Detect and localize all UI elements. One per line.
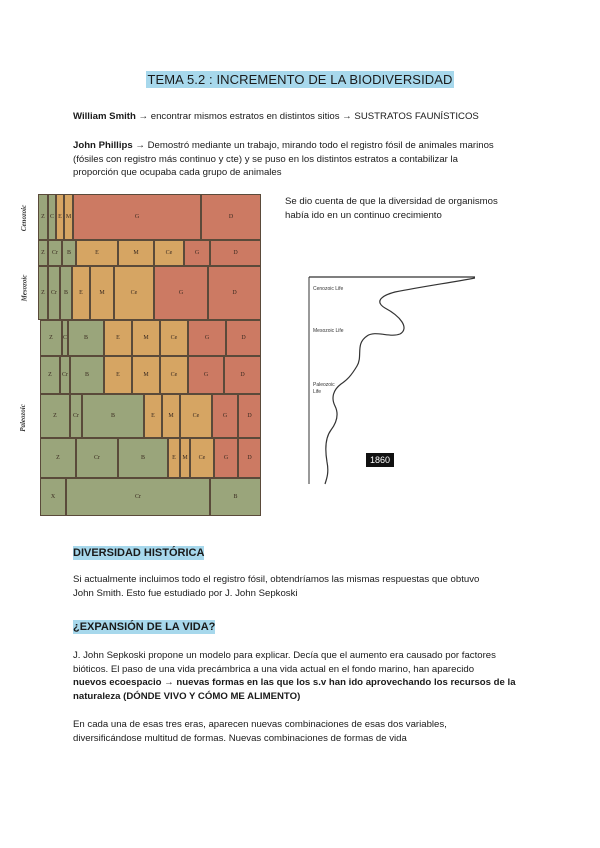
strata-cell: Ce bbox=[160, 320, 188, 356]
strata-cell: G bbox=[212, 394, 238, 438]
strata-cell: X bbox=[40, 478, 66, 516]
strata-cell: Cr bbox=[48, 266, 60, 320]
strata-cell: M bbox=[118, 240, 154, 266]
strata-cell: B bbox=[118, 438, 168, 478]
strata-cell: C bbox=[62, 320, 68, 356]
strata-cell: Z bbox=[38, 266, 48, 320]
strata-cell: D bbox=[226, 320, 261, 356]
year-badge: 1860 bbox=[366, 453, 394, 467]
strata-cell: Z bbox=[38, 194, 48, 240]
era-label-mesozoic: Mesozoic bbox=[20, 274, 29, 302]
strata-cell: Ce bbox=[154, 240, 184, 266]
strata-cell: G bbox=[188, 356, 224, 394]
curve-label-cenozoic: Cenozoic Life bbox=[313, 286, 344, 292]
smith-paragraph: William Smith → encontrar mismos estratos en distintos sitios → SUSTRATOS FAUNÍSTICOS bbox=[73, 111, 479, 122]
strata-cell: Cr bbox=[70, 394, 82, 438]
strata-cell: M bbox=[132, 320, 160, 356]
expansion-paragraph: J. John Sepkoski propone un modelo para explicar. Decía que el aumento era causado por factores bióticos. El paso de una vida precámbrica a una vida actual en el fondo marino, han aparecido nuevos ecoespacio → nuevas formas en las que los s.v han ido aprovechando los recursos de la naturaleza (DÓNDE VIVO Y CÓMO ME ALIMENTO) bbox=[73, 650, 516, 702]
diversity-note: Se dio cuenta de que la diversidad de organismos había ido en un continuo crecimiento bbox=[285, 196, 498, 221]
strata-cell: M bbox=[132, 356, 160, 394]
section-heading-historica: DIVERSIDAD HISTÓRICA bbox=[73, 547, 205, 559]
strata-cell: M bbox=[162, 394, 180, 438]
curve-label-life: Life bbox=[313, 389, 322, 395]
strata-cell: D bbox=[238, 438, 261, 478]
strata-cell: Z bbox=[40, 438, 76, 478]
curve-label-paleozoic: Paleozoic bbox=[313, 382, 335, 388]
strata-cell: E bbox=[76, 240, 118, 266]
era-label-cenozoic: Cenozoic bbox=[20, 204, 29, 232]
strata-cell: M bbox=[64, 194, 73, 240]
strata-cell: G bbox=[214, 438, 238, 478]
strata-cell: G bbox=[154, 266, 208, 320]
strata-cell: Ce bbox=[114, 266, 154, 320]
strata-cell: E bbox=[56, 194, 64, 240]
strata-cell: B bbox=[68, 320, 104, 356]
strata-cell: C bbox=[48, 194, 56, 240]
strata-cell: Z bbox=[38, 240, 48, 266]
strata-cell: E bbox=[144, 394, 162, 438]
page-title: TEMA 5.2 : INCREMENTO DE LA BIODIVERSIDAD bbox=[147, 72, 453, 87]
strata-cell: D bbox=[201, 194, 261, 240]
strata-cell: D bbox=[238, 394, 261, 438]
strata-cell: B bbox=[62, 240, 76, 266]
strata-cell: B bbox=[70, 356, 104, 394]
expansion-paragraph-2: En cada una de esas tres eras, aparecen nuevas combinaciones de esas dos variables, diversificándose multitud de formas. Nuevas combinaciones de formas de vida bbox=[73, 719, 447, 744]
strata-cell: Cr bbox=[48, 240, 62, 266]
strata-cell: Cr bbox=[66, 478, 210, 516]
strata-cell: Ce bbox=[160, 356, 188, 394]
strata-cell: Ce bbox=[180, 394, 212, 438]
strata-cell: Z bbox=[40, 356, 60, 394]
strata-cell: B bbox=[60, 266, 72, 320]
phillips-paragraph: John Phillips → Demostró mediante un trabajo, mirando todo el registro fósil de animales marinos (fósiles con registro más continuo y cte) y se puso en los distintos estratos a contabilizar la proporción que ocupaba cada grupo de animales bbox=[73, 140, 494, 178]
strata-cell: E bbox=[72, 266, 90, 320]
strata-cell: E bbox=[104, 320, 132, 356]
strata-cell: G bbox=[188, 320, 226, 356]
strata-cell: Z bbox=[40, 394, 70, 438]
strata-cell: G bbox=[73, 194, 201, 240]
section-heading-expansion: ¿EXPANSIÓN DE LA VIDA? bbox=[73, 621, 216, 633]
strata-cell: E bbox=[104, 356, 132, 394]
strata-cell: E bbox=[168, 438, 180, 478]
strata-cell: D bbox=[210, 240, 261, 266]
strata-cell: B bbox=[210, 478, 261, 516]
strata-cell: D bbox=[224, 356, 261, 394]
fossil-strata-figure bbox=[18, 194, 263, 518]
curve-label-mesozoic: Mesozoic Life bbox=[313, 328, 344, 334]
strata-cell: D bbox=[208, 266, 261, 320]
strata-cell: Ce bbox=[190, 438, 214, 478]
strata-cell: M bbox=[90, 266, 114, 320]
strata-cell: G bbox=[184, 240, 210, 266]
strata-cell: Cr bbox=[76, 438, 118, 478]
strata-cell: B bbox=[82, 394, 144, 438]
strata-cell: Z bbox=[40, 320, 62, 356]
strata-cell: Cr bbox=[60, 356, 70, 394]
era-label-paleozoic: Paleozoic bbox=[18, 404, 27, 432]
strata-cell: M bbox=[180, 438, 190, 478]
historica-paragraph: Si actualmente incluimos todo el registro fósil, obtendríamos las mismas respuestas que obtuvo John Smith. Esto fue estudiado por J. John Sepkoski bbox=[73, 574, 480, 599]
